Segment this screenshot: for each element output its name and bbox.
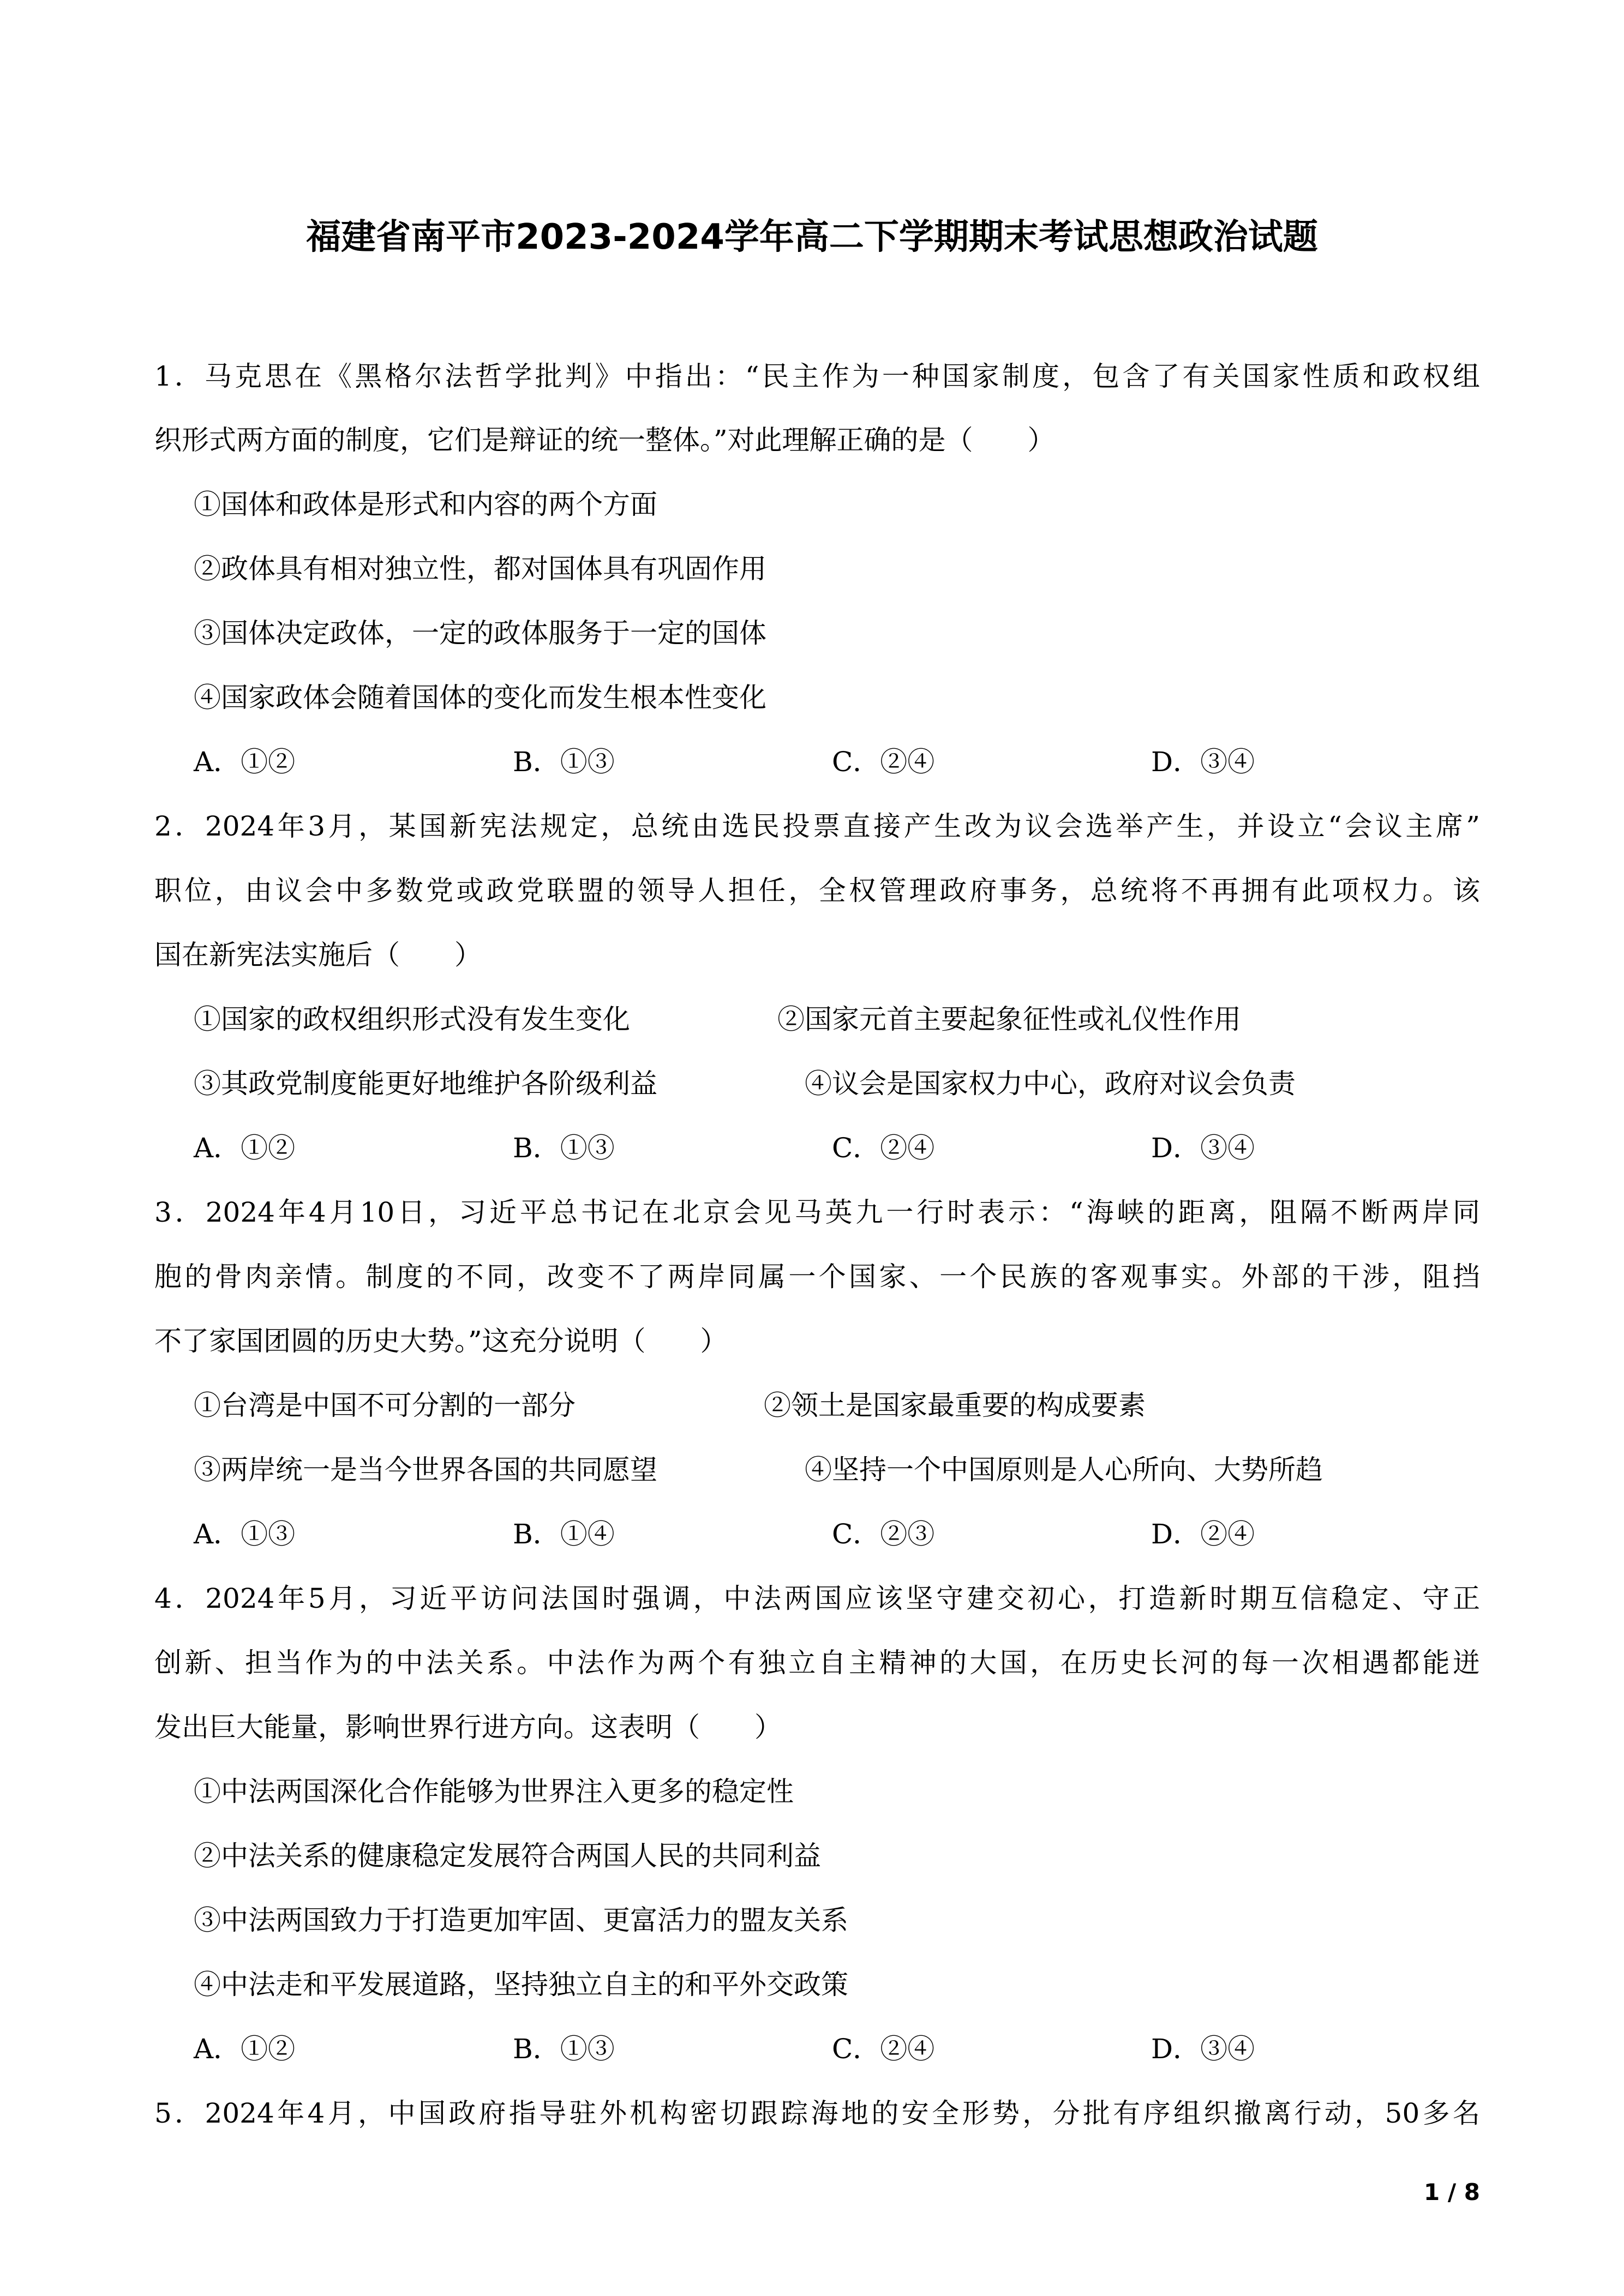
statement-option: ②国家元首主要起象征性或礼仪性作用	[777, 1003, 1241, 1035]
answer-choice-d[interactable]: D．③④	[1151, 2033, 1255, 2065]
question-text-line: 2．2024年3月，某国新宪法规定，总统由选民投票直接产生改为议会选举产生，并设立“会议主席”	[154, 810, 1480, 842]
document-title: 福建省南平市2023-2024学年高二下学期期末考试思想政治试题	[306, 217, 1318, 257]
statement-option: ②领土是国家最重要的构成要素	[764, 1390, 1146, 1421]
statement-option: ②中法关系的健康稳定发展符合两国人民的共同利益	[194, 1840, 821, 1872]
answer-choice-c[interactable]: C．②④	[832, 1132, 935, 1164]
statement-option: ④国家政体会随着国体的变化而发生根本性变化	[194, 682, 766, 713]
answer-choice-a[interactable]: A．①②	[194, 746, 296, 778]
statement-option: ③其政党制度能更好地维护各阶级利益	[194, 1068, 657, 1099]
question-text-line: 胞的骨肉亲情。制度的不同，改变不了两岸同属一个国家、一个民族的客观事实。外部的干涉，阻挡	[154, 1261, 1480, 1293]
question-text-line: 3．2024年4月10日，习近平总书记在北京会见马英九一行时表示：“海峡的距离，阻隔不断两岸同	[154, 1197, 1480, 1228]
statement-option: ①中法两国深化合作能够为世界注入更多的稳定性	[194, 1776, 794, 1807]
question-text-line: 不了家国团圆的历史大势。”这充分说明（ ）	[154, 1325, 728, 1357]
question-text-line: 职位，由议会中多数党或政党联盟的领导人担任，全权管理政府事务，总统将不再拥有此项权力。该	[154, 875, 1480, 906]
answer-choice-c[interactable]: C．②③	[832, 1518, 935, 1550]
answer-choice-c[interactable]: C．②④	[832, 746, 935, 778]
statement-option: ④中法走和平发展道路，坚持独立自主的和平外交政策	[194, 1969, 848, 2000]
statement-option: ①国家的政权组织形式没有发生变化	[194, 1003, 630, 1035]
statement-option: ④坚持一个中国原则是人心所向、大势所趋	[805, 1454, 1323, 1486]
question-text-line: 1．马克思在《黑格尔法哲学批判》中指出：“民主作为一种国家制度，包含了有关国家性质和政权组	[154, 360, 1480, 392]
question-text-line: 4．2024年5月，习近平访问法国时强调，中法两国应该坚守建交初心，打造新时期互信稳定、守正	[154, 1583, 1480, 1614]
answer-choice-d[interactable]: D．③④	[1151, 1132, 1255, 1164]
statement-option: ④议会是国家权力中心，政府对议会负责	[805, 1068, 1296, 1099]
answer-choice-d[interactable]: D．②④	[1151, 1518, 1255, 1550]
statement-option: ③中法两国致力于打造更加牢固、更富活力的盟友关系	[194, 1904, 848, 1936]
statement-option: ③两岸统一是当今世界各国的共同愿望	[194, 1454, 657, 1486]
statement-option: ①台湾是中国不可分割的一部分	[194, 1390, 576, 1421]
question-text-line: 国在新宪法实施后（ ）	[154, 939, 482, 971]
question-text-line: 创新、担当作为的中法关系。中法作为两个有独立自主精神的大国，在历史长河的每一次相遇都能迸	[154, 1647, 1480, 1679]
question-text-line: 5．2024年4月，中国政府指导驻外机构密切跟踪海地的安全形势，分批有序组织撤离行动，50多名	[154, 2097, 1480, 2129]
answer-choice-b[interactable]: B．①④	[513, 1518, 615, 1550]
statement-option: ②政体具有相对独立性，都对国体具有巩固作用	[194, 553, 766, 585]
question-text-line: 发出巨大能量，影响世界行进方向。这表明（ ）	[154, 1711, 782, 1743]
answer-choice-b[interactable]: B．①③	[513, 746, 615, 778]
answer-choice-a[interactable]: A．①②	[194, 1132, 296, 1164]
answer-choice-a[interactable]: A．①③	[194, 1518, 296, 1550]
statement-option: ③国体决定政体，一定的政体服务于一定的国体	[194, 617, 766, 649]
answer-choice-c[interactable]: C．②④	[832, 2033, 935, 2065]
answer-choice-a[interactable]: A．①②	[194, 2033, 296, 2065]
answer-choice-b[interactable]: B．①③	[513, 2033, 615, 2065]
answer-choice-d[interactable]: D．③④	[1151, 746, 1255, 778]
question-text-line: 织形式两方面的制度，它们是辩证的统一整体。”对此理解正确的是（ ）	[154, 424, 1055, 456]
statement-option: ①国体和政体是形式和内容的两个方面	[194, 489, 657, 520]
page-number: 1 / 8	[1423, 2179, 1480, 2205]
answer-choice-b[interactable]: B．①③	[513, 1132, 615, 1164]
